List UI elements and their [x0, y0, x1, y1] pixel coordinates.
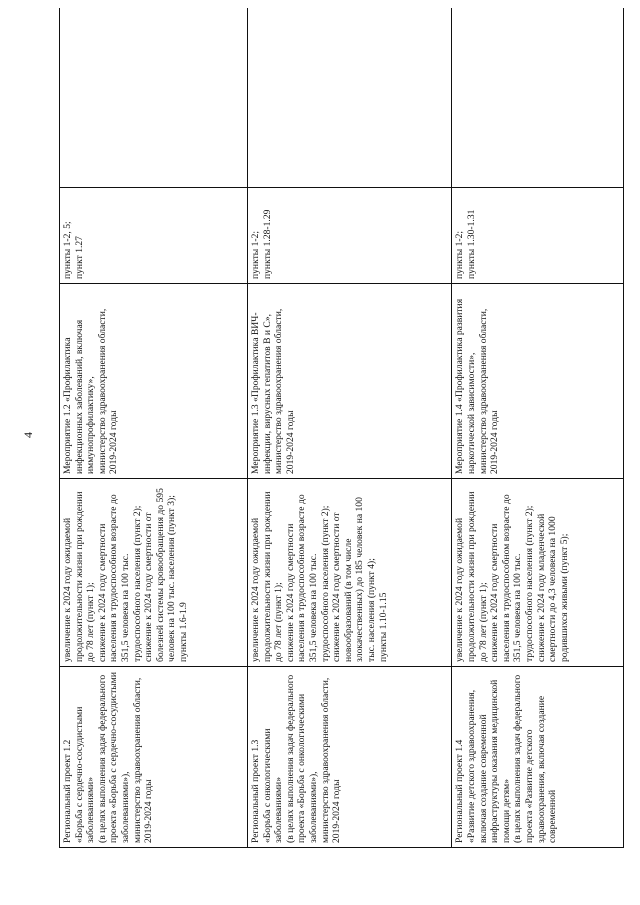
measure-cell: Мероприятие 1.3 «Профилактика ВИЧ-инфекции, вирусных гепатитов В и С», министерство здравоохранения области, 2019-2024 годы	[248, 284, 452, 479]
points-cell: пункты 1-2; пункты 1.30-1.31	[452, 188, 624, 284]
measure-cell: Мероприятие 1.4 «Профилактика развития наркотической зависимости», министерство здравоохранения области, 2019-2024 годы	[452, 284, 624, 479]
project-cell: Региональный проект 1.4 «Развитие детского здравоохранения, включая создание современной инфраструктуры оказания медицинской помощи детям» (в целях выполнения задач федерального проекта «Развитие детского здравоохранения, включая создание современной	[452, 667, 624, 848]
points-cell: пункты 1-2, 5; пункт 1.27	[60, 188, 248, 284]
project-cell: Региональный проект 1.3 «Борьба с онкологическими заболеваниями» (в целях выполнения задач федерального проекта «Борьба с онкологическими заболеваниями»), министерство здравоохранения области, 2019-2024 годы	[248, 667, 452, 848]
points-cell: пункты 1-2; пункты 1.28-1.29	[248, 188, 452, 284]
indicators-cell: увеличение к 2024 году ожидаемой продолжительности жизни при рождении до 78 лет (пункт 1); снижение к 2024 году смертности населения в трудоспособном возрасте до 351,5 человека на 100 тыс. трудоспособного населения (пункт 2); снижение к 2024 году младенческой смертности до 4,3 человека на 1000 родившихся живыми (пункт 5);	[452, 479, 624, 667]
rotated-page	[59, 8, 624, 848]
indicators-cell: увеличение к 2024 году ожидаемой продолжительности жизни при рождении до 78 лет (пункт 1); снижение к 2024 году смертности населения в трудоспособном возрасте до 351,5 человека на 100 тыс. трудоспособного населения (пункт 2); снижение к 2024 году смертности от новообразований (в том числе злокачественных) до 185 человек на 100 тыс. населения (пункт 4); пункты 1.10-1.15	[248, 479, 452, 667]
empty-cell	[60, 8, 248, 188]
project-cell: Региональный проект 1.2 «Борьба с сердечно-сосудистыми заболеваниями» (в целях выполнения задач федерального проекта «Борьба с сердечно-сосудистыми заболеваниями»), министерство здравоохранения области, 2019-2024 годы	[60, 667, 248, 848]
landscape-content	[59, 8, 624, 848]
empty-cell	[248, 8, 452, 188]
measure-cell: Мероприятие 1.2 «Профилактика инфекционных заболеваний, включая иммунопрофилактику», министерство здравоохранения области, 2019-2024 годы	[60, 284, 248, 479]
table-row	[452, 8, 624, 848]
empty-cell	[452, 8, 624, 188]
indicators-cell: увеличение к 2024 году ожидаемой продолжительности жизни при рождении до 78 лет (пункт 1); снижение к 2024 году смертности населения в трудоспособном возрасте до 351,5 человека на 100 тыс. трудоспособного населения (пункт 2); снижение к 2024 году смертности от болезней системы кровообращения до 595 человек на 100 тыс. населения (пункт 3); пункты 1.6-1.9	[60, 479, 248, 667]
page-number: 4	[21, 432, 35, 438]
table-row	[248, 8, 452, 848]
table-row	[60, 8, 248, 848]
program-table	[59, 8, 624, 848]
